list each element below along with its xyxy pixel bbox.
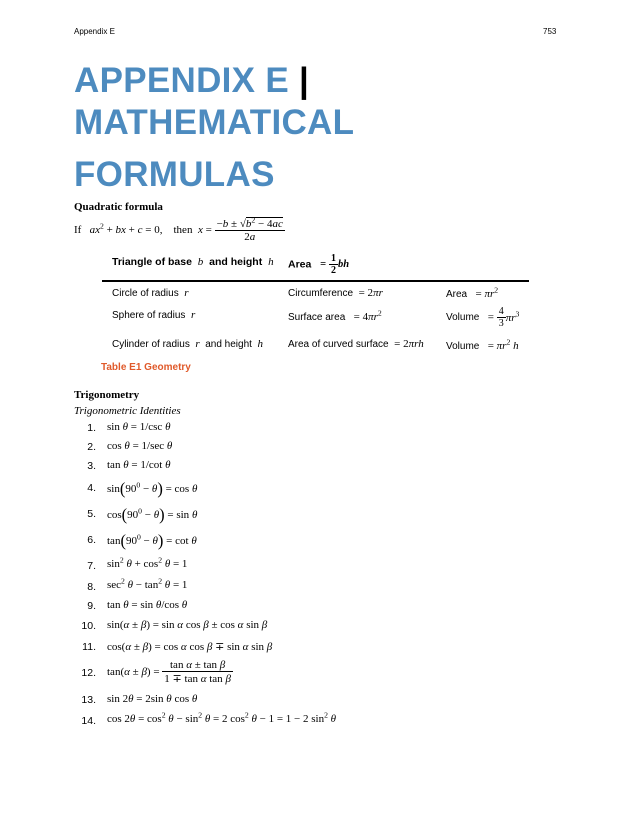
- list-number: 13.: [81, 694, 96, 706]
- list-item: tan(α ± β) = $\frac{\text{tan α ± tan β}}{\text{1 ∓ tan α tan β}}$: [107, 659, 231, 685]
- quadratic-fraction: [215, 215, 285, 244]
- list-number: 4.: [87, 482, 96, 494]
- list-number: 8.: [87, 581, 96, 593]
- list-number: 6.: [87, 534, 96, 546]
- list-item: sin θ = 1/csc θ: [107, 421, 171, 433]
- table-rule: [102, 280, 529, 282]
- quadratic-formula: If $ax^2$ + bx + c = 0, then x = $\frac{-b \pm √b^2 - 4ac}{2a}$: [74, 215, 283, 244]
- geometry-row-circle-shape: Circle of radius r: [112, 287, 189, 299]
- list-item: $\sec^2 \theta - \tan^2 \theta = 1$: [107, 576, 188, 591]
- list-item: sin(α ± β) = sin α cos β ± cos α sin β: [107, 619, 268, 631]
- geometry-row-cylinder-measure: Area of curved surface = 2πrh: [288, 338, 424, 350]
- list-number: 2.: [87, 441, 96, 453]
- list-number: 7.: [87, 560, 96, 572]
- list-item: $\tan(90^0 - \theta) = \cot \theta$: [107, 531, 197, 550]
- list-item: $\sin(90^0 - \theta) = \cos \theta$: [107, 479, 198, 498]
- page-number: 753: [543, 27, 557, 36]
- page-title-line3: FORMULAS: [74, 155, 275, 194]
- list-number: 9.: [87, 600, 96, 612]
- quadratic-equation: $ax^2$ + bx + c = 0,: [89, 221, 163, 237]
- trig-subheading: Trigonometric Identities: [74, 405, 181, 417]
- geometry-header-area: Area = $\frac{1}{2}$ bh: [288, 253, 350, 276]
- running-header: Appendix E: [74, 27, 115, 36]
- list-item: cos θ = 1/sec θ: [107, 440, 173, 452]
- geometry-row-cylinder-volume: Volume = $\pi r^2$ h: [446, 337, 519, 352]
- list-number: 3.: [87, 460, 96, 472]
- geometry-row-sphere-measure: Surface area = $4\pi r^2$: [288, 308, 382, 323]
- geometry-header-left: Triangle of base b and height h: [112, 256, 274, 268]
- quadratic-numerator: $-b \pm √b^2 - 4ac$: [216, 215, 283, 230]
- list-item: tan θ = sin θ/cos θ: [107, 599, 188, 611]
- quadratic-heading: Quadratic formula: [74, 201, 163, 213]
- list-number: 14.: [81, 715, 96, 727]
- list-item: cos(α ± β) = cos α cos β ∓ sin α sin β: [107, 641, 273, 653]
- list-number: 11.: [82, 641, 96, 653]
- page-title-line1: APPENDIX E |: [74, 61, 310, 100]
- list-number: 5.: [87, 508, 96, 520]
- geometry-row-sphere-shape: Sphere of radius r: [112, 309, 196, 321]
- list-number: 10.: [81, 620, 96, 632]
- list-number: 1.: [87, 422, 96, 434]
- list-item: $\cos(90^0 - \theta) = \sin \theta$: [107, 505, 198, 524]
- page-title-line2: MATHEMATICAL: [74, 103, 355, 142]
- geometry-row-circle-measure: Circumference = 2πr: [288, 287, 383, 299]
- list-item: sin 2θ = 2sin θ cos θ: [107, 693, 198, 705]
- list-item: tan θ = 1/cot θ: [107, 459, 171, 471]
- list-number: 12.: [81, 667, 96, 679]
- list-item: $\sin^2 \theta + \cos^2 \theta = 1$: [107, 555, 188, 570]
- quadratic-denominator: 2a: [244, 231, 256, 244]
- table-caption: Table E1 Geometry: [101, 362, 191, 373]
- geometry-row-sphere-volume: Volume = $\frac{4}{3}$ $\pi r^3$: [446, 306, 520, 329]
- geometry-row-cylinder-shape: Cylinder of radius r and height h: [112, 338, 263, 350]
- geometry-row-circle-area: Area = $\pi r^2$: [446, 285, 499, 300]
- list-item: $\cos 2\theta = \cos^2 \theta - \sin^2 \theta = 2$ $\cos^2 \theta - 1 = 1 - 2$ $\sin^2 \theta$: [107, 710, 337, 725]
- title-bar: |: [299, 61, 310, 100]
- trig-heading: Trigonometry: [74, 389, 140, 401]
